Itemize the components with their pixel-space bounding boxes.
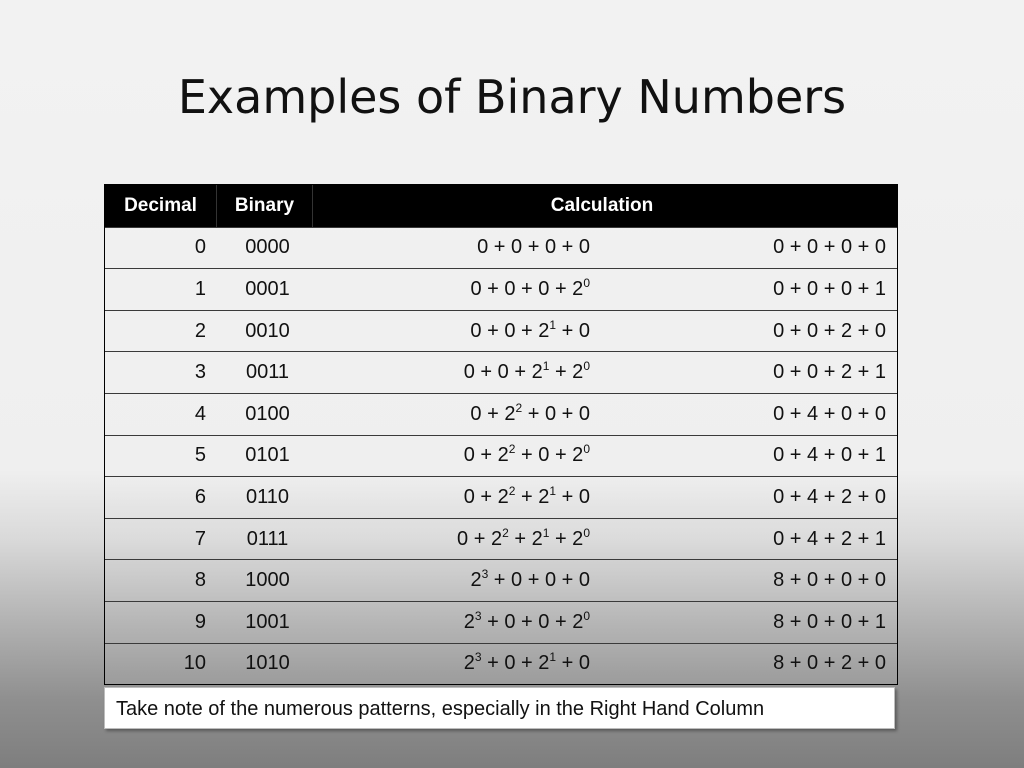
calc-exponent: 2 [515, 400, 523, 415]
calc-text: + 0 [556, 319, 590, 342]
table-row [105, 227, 897, 269]
calc-text: 0 + 0 + 2 [463, 361, 543, 384]
calc-exponent: 0 [583, 525, 590, 540]
cell-calculation [311, 525, 590, 551]
calc-text: 2 [463, 610, 475, 633]
table-body [105, 227, 897, 685]
calc-text: + 0 + 2 [481, 652, 550, 675]
header-binary: Binary [217, 185, 313, 227]
calc-text: + 0 + 0 + 0 [488, 569, 590, 592]
calc-exponent: 0 [583, 442, 590, 457]
calc-exponent: 3 [474, 608, 482, 623]
calc-text: + 2 [549, 361, 584, 384]
binary-table [104, 184, 898, 685]
cell-sum: 0 + 4 + 2 + 0 [773, 485, 886, 508]
calc-text: 0 + 0 + 0 + 0 [477, 236, 590, 259]
calc-text: 2 [470, 569, 482, 592]
calc-text: 0 + 0 + 2 [470, 319, 550, 342]
table-row [105, 435, 897, 477]
cell-calculation [311, 608, 590, 634]
table-row [105, 268, 897, 310]
calc-text: + 0 + 2 [515, 444, 584, 467]
cell-binary: 0110 [245, 485, 289, 508]
calc-text: + 0 + 0 + 2 [481, 610, 584, 633]
cell-sum: 0 + 0 + 2 + 1 [773, 361, 886, 384]
calc-exponent: 3 [481, 567, 489, 582]
calc-text: + 0 + 0 [522, 402, 590, 425]
cell-sum: 0 + 0 + 2 + 0 [773, 319, 886, 342]
table-row [105, 518, 897, 560]
cell-binary: 0111 [246, 527, 289, 550]
header-decimal: Decimal [105, 185, 217, 227]
cell-calculation [311, 317, 590, 343]
cell-calculation [311, 400, 590, 426]
cell-decimal: 0 [194, 236, 206, 259]
table-row [105, 393, 897, 435]
calc-exponent: 1 [542, 359, 550, 374]
cell-sum: 0 + 0 + 0 + 0 [773, 236, 886, 259]
cell-decimal: 7 [194, 527, 206, 550]
cell-decimal: 3 [194, 361, 206, 384]
calc-text: 0 + 2 [470, 402, 516, 425]
cell-sum: 0 + 0 + 0 + 1 [773, 277, 886, 300]
cell-decimal: 4 [194, 402, 206, 425]
cell-calculation [311, 361, 590, 384]
cell-sum: 8 + 0 + 0 + 0 [773, 569, 886, 592]
calc-text: + 0 [556, 652, 590, 675]
cell-calculation [311, 652, 590, 675]
calc-text: + 2 [549, 527, 584, 550]
cell-binary: 0001 [245, 277, 290, 300]
cell-binary: 1000 [245, 569, 290, 592]
cell-decimal: 6 [194, 485, 206, 508]
cell-binary: 0101 [245, 444, 290, 467]
cell-binary: 1001 [245, 610, 290, 633]
table-row [105, 643, 897, 685]
cell-binary: 0011 [245, 361, 289, 384]
table-row [105, 559, 897, 601]
calc-exponent: 1 [542, 525, 550, 540]
calc-exponent: 1 [549, 483, 557, 498]
cell-calculation [311, 569, 590, 592]
cell-decimal: 5 [194, 444, 206, 467]
header-calculation: Calculation [550, 194, 654, 216]
cell-calculation [311, 275, 590, 301]
calc-text: 0 + 0 + 0 + 2 [470, 277, 584, 300]
cell-calculation [311, 483, 590, 509]
note-box: Take note of the numerous patterns, especially in the Right Hand Column [104, 687, 895, 729]
table-row [105, 351, 897, 393]
cell-binary: 0000 [245, 236, 290, 259]
cell-sum: 8 + 0 + 0 + 1 [773, 610, 886, 633]
table-row [105, 476, 897, 518]
slide-title: Examples of Binary Numbers [177, 70, 847, 124]
calc-exponent: 1 [549, 317, 557, 332]
calc-exponent: 0 [583, 359, 590, 374]
cell-decimal: 8 [194, 569, 206, 592]
cell-sum: 0 + 4 + 0 + 1 [773, 444, 886, 467]
cell-calculation [311, 444, 590, 467]
cell-calculation [311, 236, 590, 259]
cell-decimal: 10 [183, 652, 206, 675]
table-row [105, 310, 897, 352]
calc-text: + 2 [508, 527, 543, 550]
cell-decimal: 1 [194, 277, 206, 300]
calc-text: 0 + 2 [463, 485, 509, 508]
table-row [105, 601, 897, 643]
calc-exponent: 2 [508, 442, 516, 457]
calc-text: + 0 [556, 485, 590, 508]
cell-binary: 0100 [245, 402, 290, 425]
cell-sum: 8 + 0 + 2 + 0 [773, 652, 886, 675]
calc-text: 2 [463, 652, 475, 675]
calc-exponent: 2 [502, 525, 509, 540]
calc-exponent: 0 [583, 275, 590, 290]
calc-exponent: 1 [549, 650, 557, 665]
calc-text: 0 + 2 [463, 444, 509, 467]
cell-sum: 0 + 4 + 0 + 0 [773, 402, 886, 425]
cell-binary: 0010 [245, 319, 290, 342]
cell-sum: 0 + 4 + 2 + 1 [773, 527, 886, 550]
calc-exponent: 2 [508, 483, 516, 498]
cell-decimal: 2 [194, 319, 206, 342]
calc-exponent: 3 [474, 650, 482, 665]
calc-text: 0 + 2 [457, 527, 503, 550]
calc-exponent: 0 [583, 608, 590, 623]
calc-text: + 2 [515, 485, 550, 508]
table-header-row [105, 185, 897, 227]
cell-binary: 1010 [245, 652, 290, 675]
cell-decimal: 9 [194, 610, 206, 633]
